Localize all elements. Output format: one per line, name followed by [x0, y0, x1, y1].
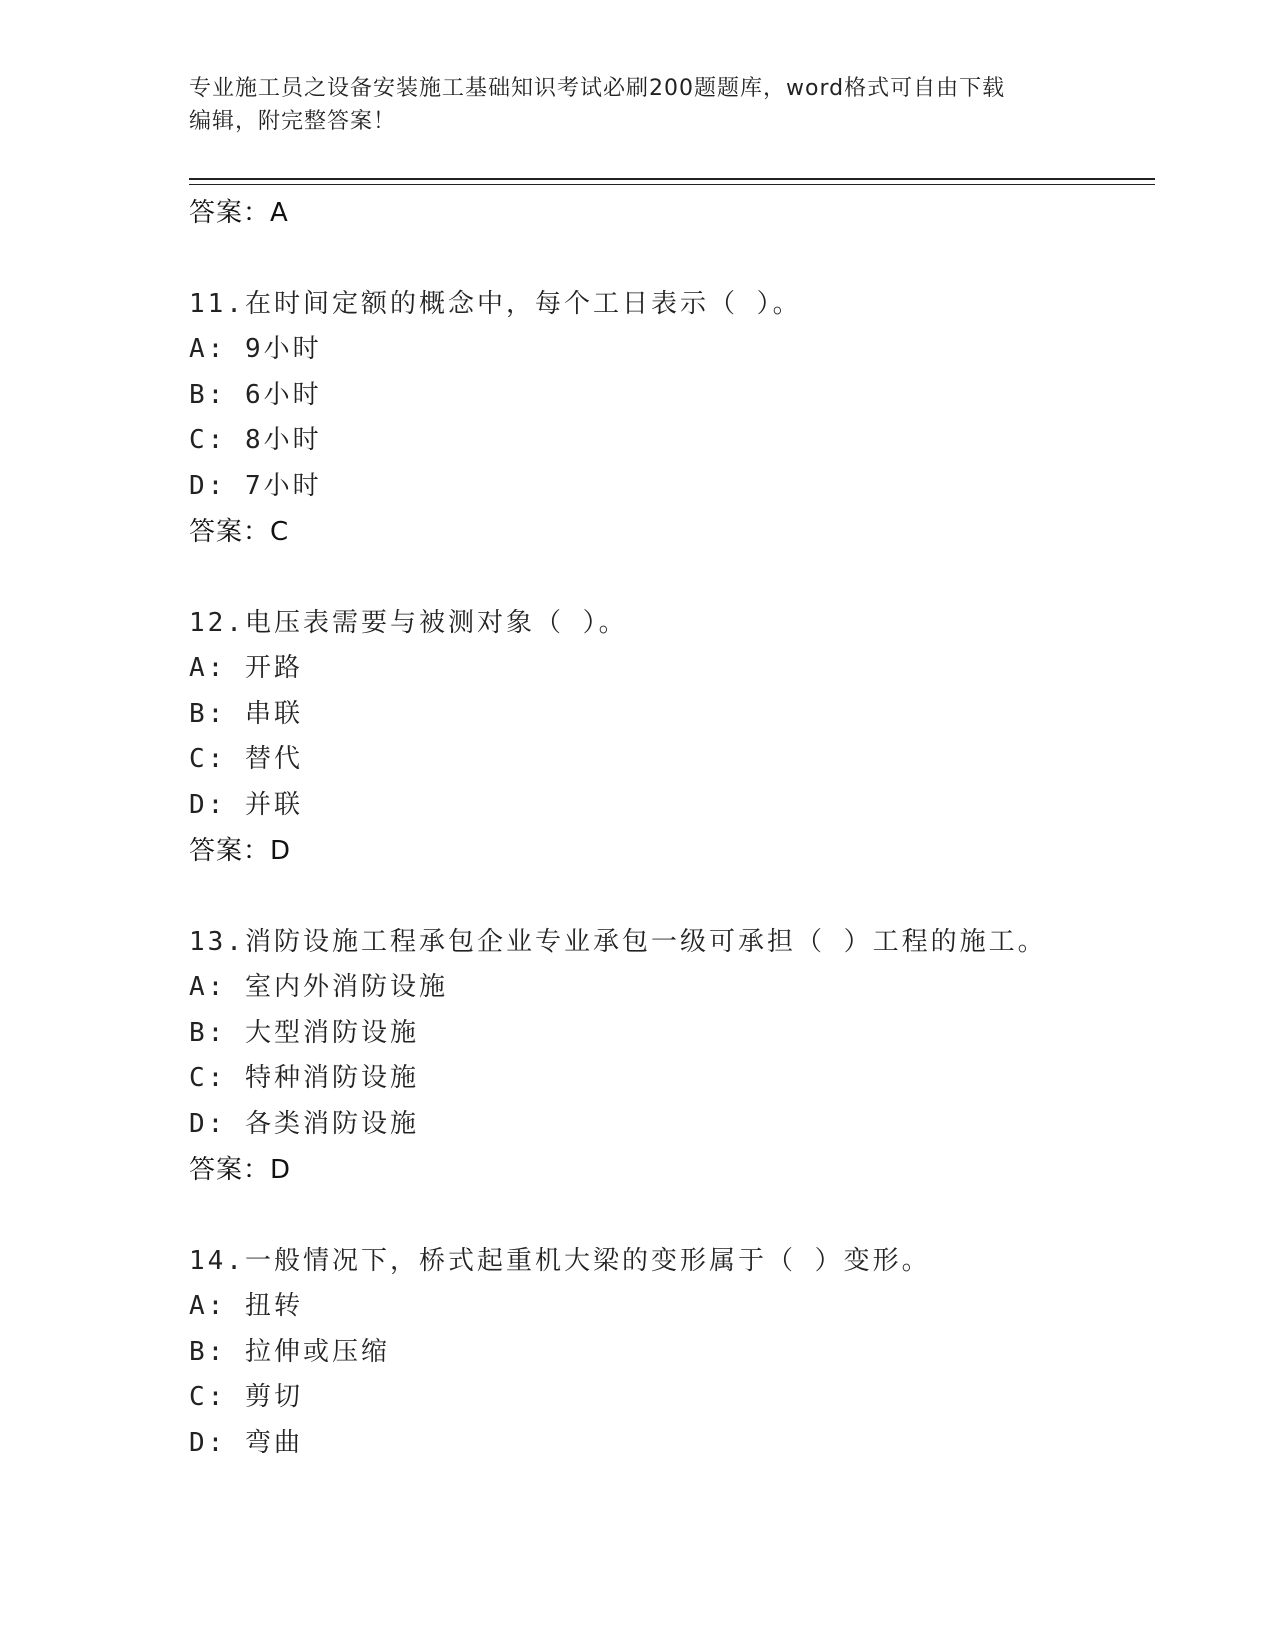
question-block: [189, 1238, 1155, 1466]
option-d: D: 7小时: [189, 470, 322, 501]
question-stem: 14.一般情况下，桥式起重机大梁的变形属于（ ）变形。: [189, 1246, 931, 1276]
question-stem: 13.消防设施工程承包企业专业承包一级可承担（ ）工程的施工。: [189, 927, 1047, 957]
header-line-1: 专业施工员之设备安装施工基础知识考试必刷200题题库，word格式可自由下载: [189, 76, 1006, 101]
spacer: [189, 555, 1155, 600]
header-line-2: 编辑，附完整答案！: [189, 109, 397, 134]
answer-line: 答案：C: [189, 517, 290, 547]
question-block: [189, 919, 1155, 1193]
question-stem: 11.在时间定额的概念中，每个工日表示（ ）。: [189, 289, 802, 319]
answer-line: 答案：D: [189, 1155, 292, 1185]
header-divider-thick: [189, 178, 1155, 180]
option-a: A: 9小时: [189, 334, 322, 364]
question-block: [189, 600, 1155, 874]
option-c: C: 8小时: [189, 425, 322, 455]
spacer: [189, 236, 1155, 281]
option-c: C: 特种消防设施: [189, 1063, 419, 1093]
option-a: A: 室内外消防设施: [189, 972, 448, 1002]
header-divider-thin: [189, 184, 1155, 185]
option-a: A: 扭转: [189, 1291, 303, 1321]
question-block: [189, 281, 1155, 555]
option-a: A: 开路: [189, 653, 303, 683]
option-b: B: 串联: [189, 698, 303, 729]
question-stem: 12.电压表需要与被测对象（ ）。: [189, 608, 628, 638]
option-c: C: 剪切: [189, 1382, 303, 1412]
option-c: C: 替代: [189, 744, 303, 774]
option-d: D: 并联: [189, 789, 303, 820]
spacer: [189, 1193, 1155, 1238]
answer-line: 答案：A: [189, 198, 289, 228]
option-b: B: 大型消防设施: [189, 1017, 419, 1048]
answer-line: 答案：D: [189, 836, 292, 866]
option-d: D: 各类消防设施: [189, 1108, 419, 1139]
option-b: B: 6小时: [189, 379, 322, 410]
option-d: D: 弯曲: [189, 1427, 303, 1458]
document-header: [189, 72, 1089, 138]
option-b: B: 拉伸或压缩: [189, 1336, 390, 1367]
question-list: [189, 190, 1155, 1466]
spacer: [189, 874, 1155, 919]
